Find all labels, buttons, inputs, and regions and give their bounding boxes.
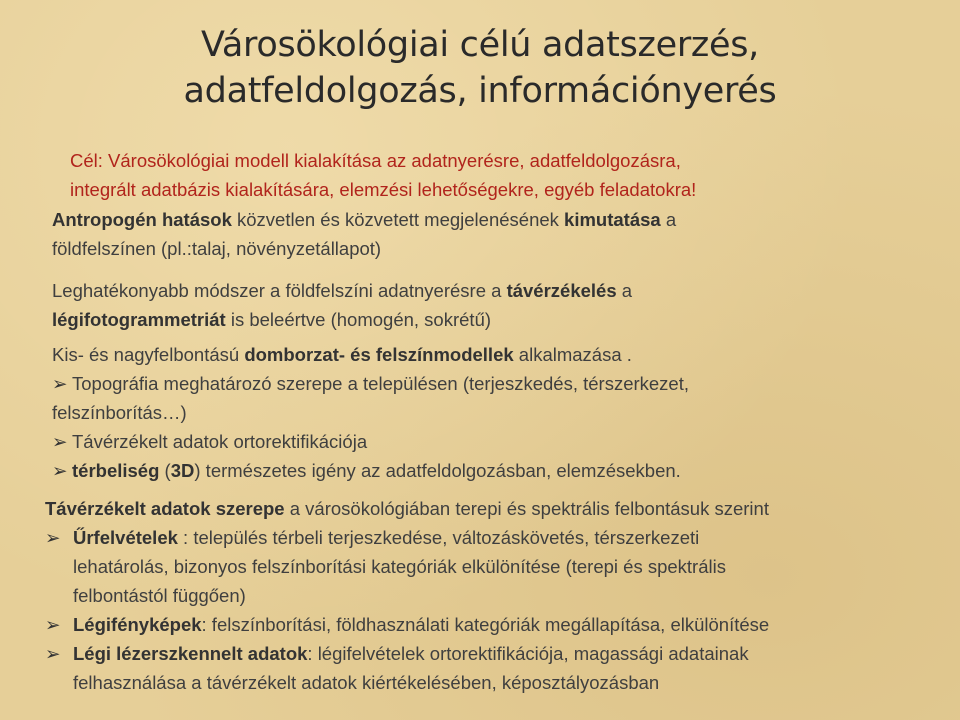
anthropogenic-paragraph — [52, 205, 676, 263]
models-line-1 — [52, 340, 689, 369]
aerial-item — [45, 610, 769, 639]
3d-bold: 3D — [170, 460, 195, 481]
models-text: Kis- és nagyfelbontású — [52, 344, 245, 365]
satellite-text-3: felbontástól függően) — [73, 585, 246, 606]
photogrammetry-bold: légifotogrammetriát — [52, 309, 226, 330]
ortho-item — [52, 427, 689, 456]
topography-item — [52, 369, 689, 398]
spatial-text: ) természetes igény az adatfeldolgozásban, elemzésekben. — [194, 460, 681, 481]
method-line-2 — [52, 305, 632, 334]
goal-paragraph — [70, 146, 696, 204]
anthropogenic-bold: Antropogén hatások — [52, 209, 232, 230]
satellite-text: : település térbeli terjeszkedése, változáskövetés, térszerkezeti — [177, 527, 700, 548]
method-paragraph — [52, 276, 632, 334]
satellite-item — [45, 523, 769, 552]
spatial-item — [52, 456, 689, 485]
method-line-1 — [52, 276, 632, 305]
goal-line-2: integrált adatbázis kialakítására, elemzési lehetőségekre, egyéb feladatokra! — [70, 179, 697, 200]
models-bold: domborzat- és felszínmodellek — [244, 344, 514, 365]
arrow-bullet-icon: ➢ — [52, 431, 68, 452]
lidar-bold: Légi lézerszkennelt adatok — [73, 643, 308, 664]
method-text-end: is beleértve (homogén, sokrétű) — [225, 309, 492, 330]
detection-bold: kimutatása — [564, 209, 661, 230]
arrow-bullet-icon: ➢ — [52, 460, 68, 481]
remote-role-bold: Távérzékelt adatok szerepe — [45, 498, 285, 519]
satellite-text-2: lehatárolás, bizonyos felszínborítási kategóriák elkülönítése (terepi és spektrális — [73, 556, 726, 577]
spatial-paren: ( — [159, 460, 171, 481]
slide-title — [0, 22, 960, 114]
models-paragraph — [52, 340, 689, 485]
goal-line-1: Cél: Városökológiai modell kialakítása az adatnyerésre, adatfeldolgozásra, — [70, 150, 681, 171]
arrow-bullet-icon: ➢ — [45, 614, 61, 635]
aerial-text: : felszínborítási, földhasználati kategóriák megállapítása, elkülönítése — [201, 614, 770, 635]
method-text: Leghatékonyabb módszer a földfelszíni adatnyerésre a — [52, 280, 507, 301]
satellite-line-3 — [45, 581, 769, 610]
satellite-bold: Űrfelvételek — [73, 527, 178, 548]
ortho-text: Távérzékelt adatok ortorektifikációja — [72, 431, 368, 452]
remote-line-1 — [45, 494, 769, 523]
slide-title-line-2: adatfeldolgozás, információnyerés — [183, 71, 777, 111]
anthropogenic-text: közvetlen és közvetett megjelenésének — [231, 209, 565, 230]
topography-line-2: felszínborítás…) — [52, 402, 187, 423]
topography-text: Topográfia meghatározó szerepe a településen (terjeszkedés, térszerkezet, — [72, 373, 690, 394]
anthropogenic-line-1 — [52, 205, 676, 234]
remote-sensing-bold: távérzékelés — [506, 280, 617, 301]
remote-sensing-paragraph — [45, 494, 769, 697]
arrow-bullet-icon: ➢ — [45, 643, 61, 664]
lidar-line-2 — [45, 668, 769, 697]
method-text-a: a — [616, 280, 633, 301]
remote-text: a városökológiában terepi és spektrális felbontásuk szerint — [284, 498, 769, 519]
lidar-text: : légifelvételek ortorektifikációja, magassági adatainak — [307, 643, 749, 664]
slide-title-line-1: Városökológiai célú adatszerzés, — [200, 25, 759, 65]
lidar-item — [45, 639, 769, 668]
satellite-line-2 — [45, 552, 769, 581]
anthropogenic-line-2: földfelszínen (pl.:talaj, növényzetállapot) — [52, 238, 382, 259]
arrow-bullet-icon: ➢ — [45, 527, 61, 548]
aerial-bold: Légifényképek — [73, 614, 202, 635]
spatiality-bold: térbeliség — [72, 460, 160, 481]
anthropogenic-text-end: a — [660, 209, 677, 230]
lidar-text-2: felhasználása a távérzékelt adatok kiértékelésében, képosztályozásban — [73, 672, 660, 693]
models-text-end: alkalmazása . — [513, 344, 632, 365]
arrow-bullet-icon: ➢ — [52, 373, 68, 394]
